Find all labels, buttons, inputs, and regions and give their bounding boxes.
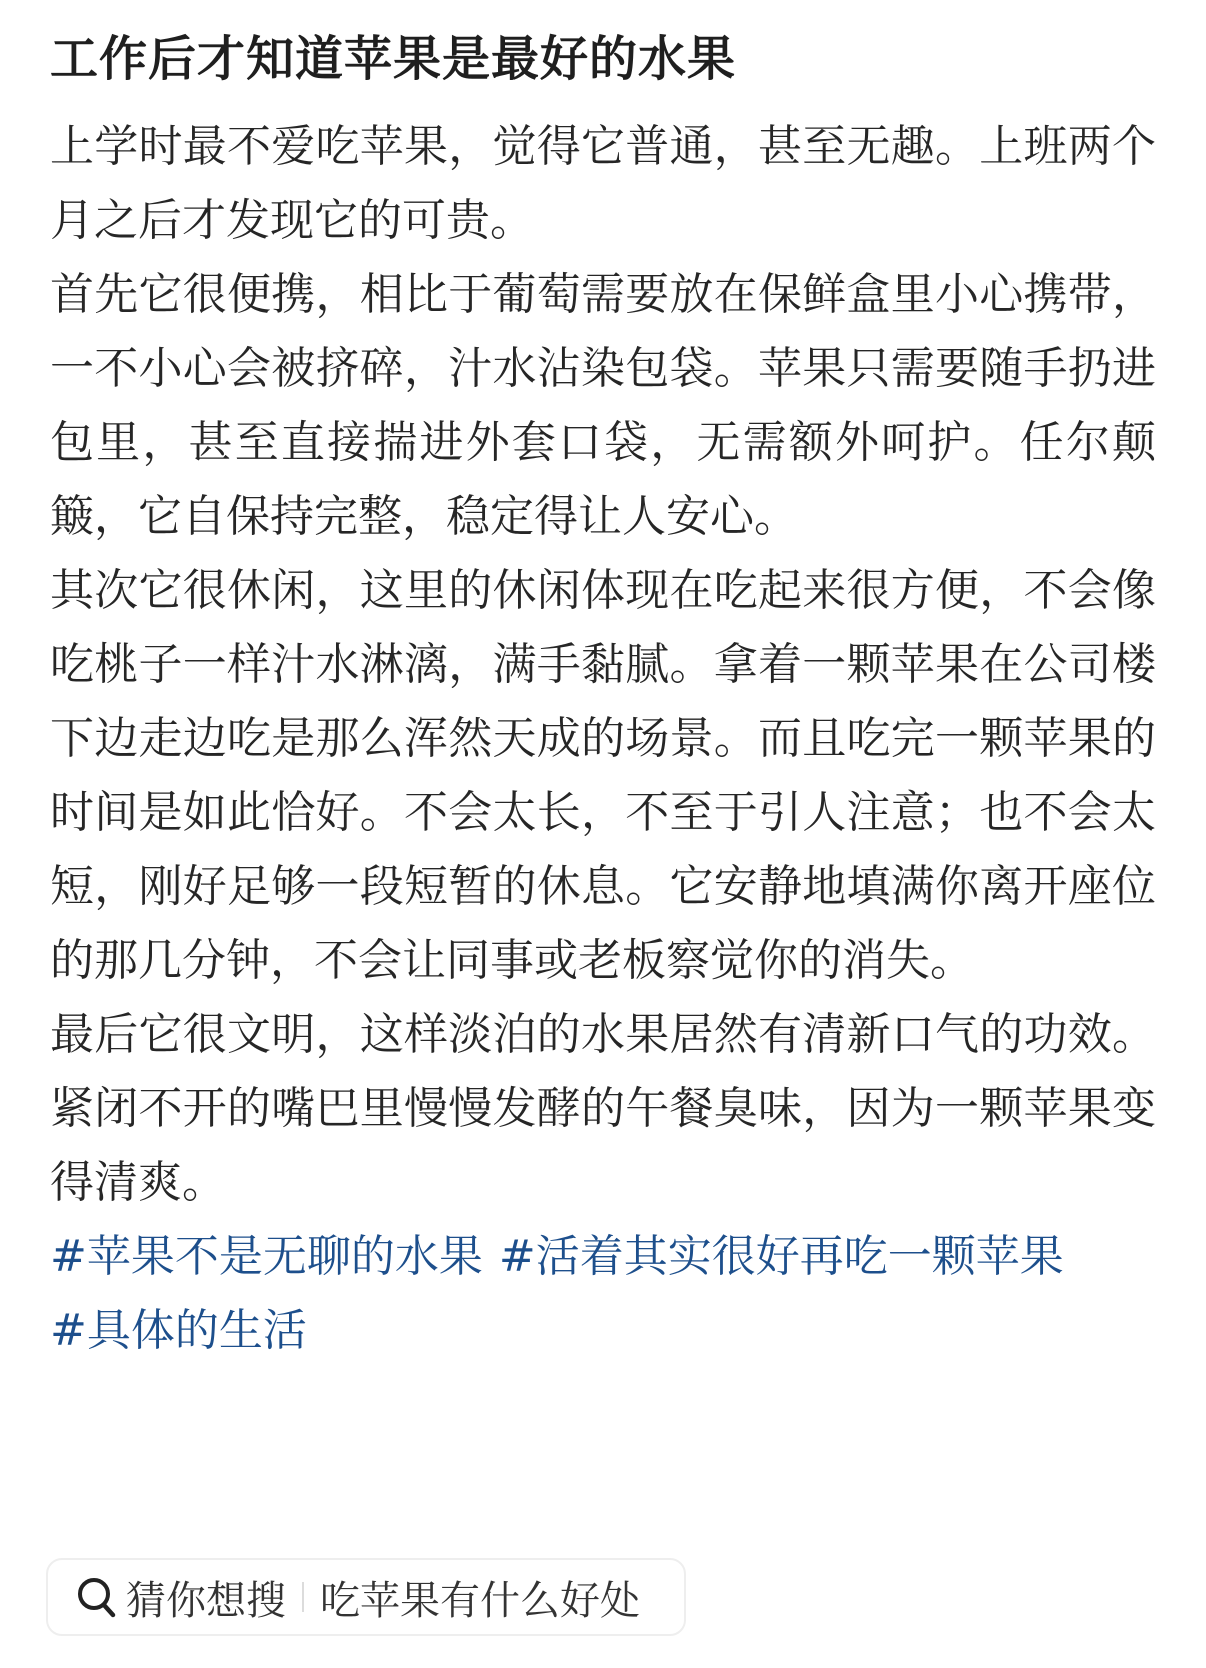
post-content	[50, 0, 1156, 1368]
hashtag-list	[50, 1220, 1156, 1368]
hashtag-link[interactable]: #活着其实很好再吃一颗苹果	[498, 1231, 1064, 1282]
suggested-search-label: 猜你想搜	[126, 1577, 286, 1624]
hashtag-link[interactable]: #具体的生活	[50, 1305, 307, 1356]
post-paragraph: 首先它很便携，相比于葡萄需要放在保鲜盒里小心携带，一不小心会被挤碎，汁水沾染包袋。苹果只需要随手扔进包里，甚至直接揣进外套口袋，无需额外呵护。任尔颠簸，它自保持完整，稳定得让人安心。	[50, 269, 1156, 542]
post-body	[50, 110, 1156, 1220]
hashtag-link[interactable]: #苹果不是无聊的水果	[50, 1231, 483, 1282]
post-title: 工作后才知道苹果是最好的水果	[50, 31, 737, 87]
post-paragraph: 最后它很文明，这样淡泊的水果居然有清新口气的功效。紧闭不开的嘴巴里慢慢发酵的午餐臭味，因为一颗苹果变得清爽。	[50, 1009, 1156, 1208]
search-icon	[76, 1575, 116, 1619]
search-divider	[302, 1582, 304, 1612]
suggested-search-query: 吃苹果有什么好处	[320, 1577, 640, 1624]
post-paragraph: 其次它很休闲，这里的休闲体现在吃起来很方便，不会像吃桃子一样汁水淋漓，满手黏腻。拿着一颗苹果在公司楼下边走边吃是那么浑然天成的场景。而且吃完一颗苹果的时间是如此恰好。不会太长，不至于引人注意；也不会太短，刚好足够一段短暂的休息。它安静地填满你离开座位的那几分钟，不会让同事或老板察觉你的消失。	[50, 565, 1156, 986]
post-paragraph: 上学时最不爱吃苹果，觉得它普通，甚至无趣。上班两个月之后才发现它的可贵。	[50, 121, 1156, 246]
suggested-search-button[interactable]	[46, 1558, 686, 1636]
